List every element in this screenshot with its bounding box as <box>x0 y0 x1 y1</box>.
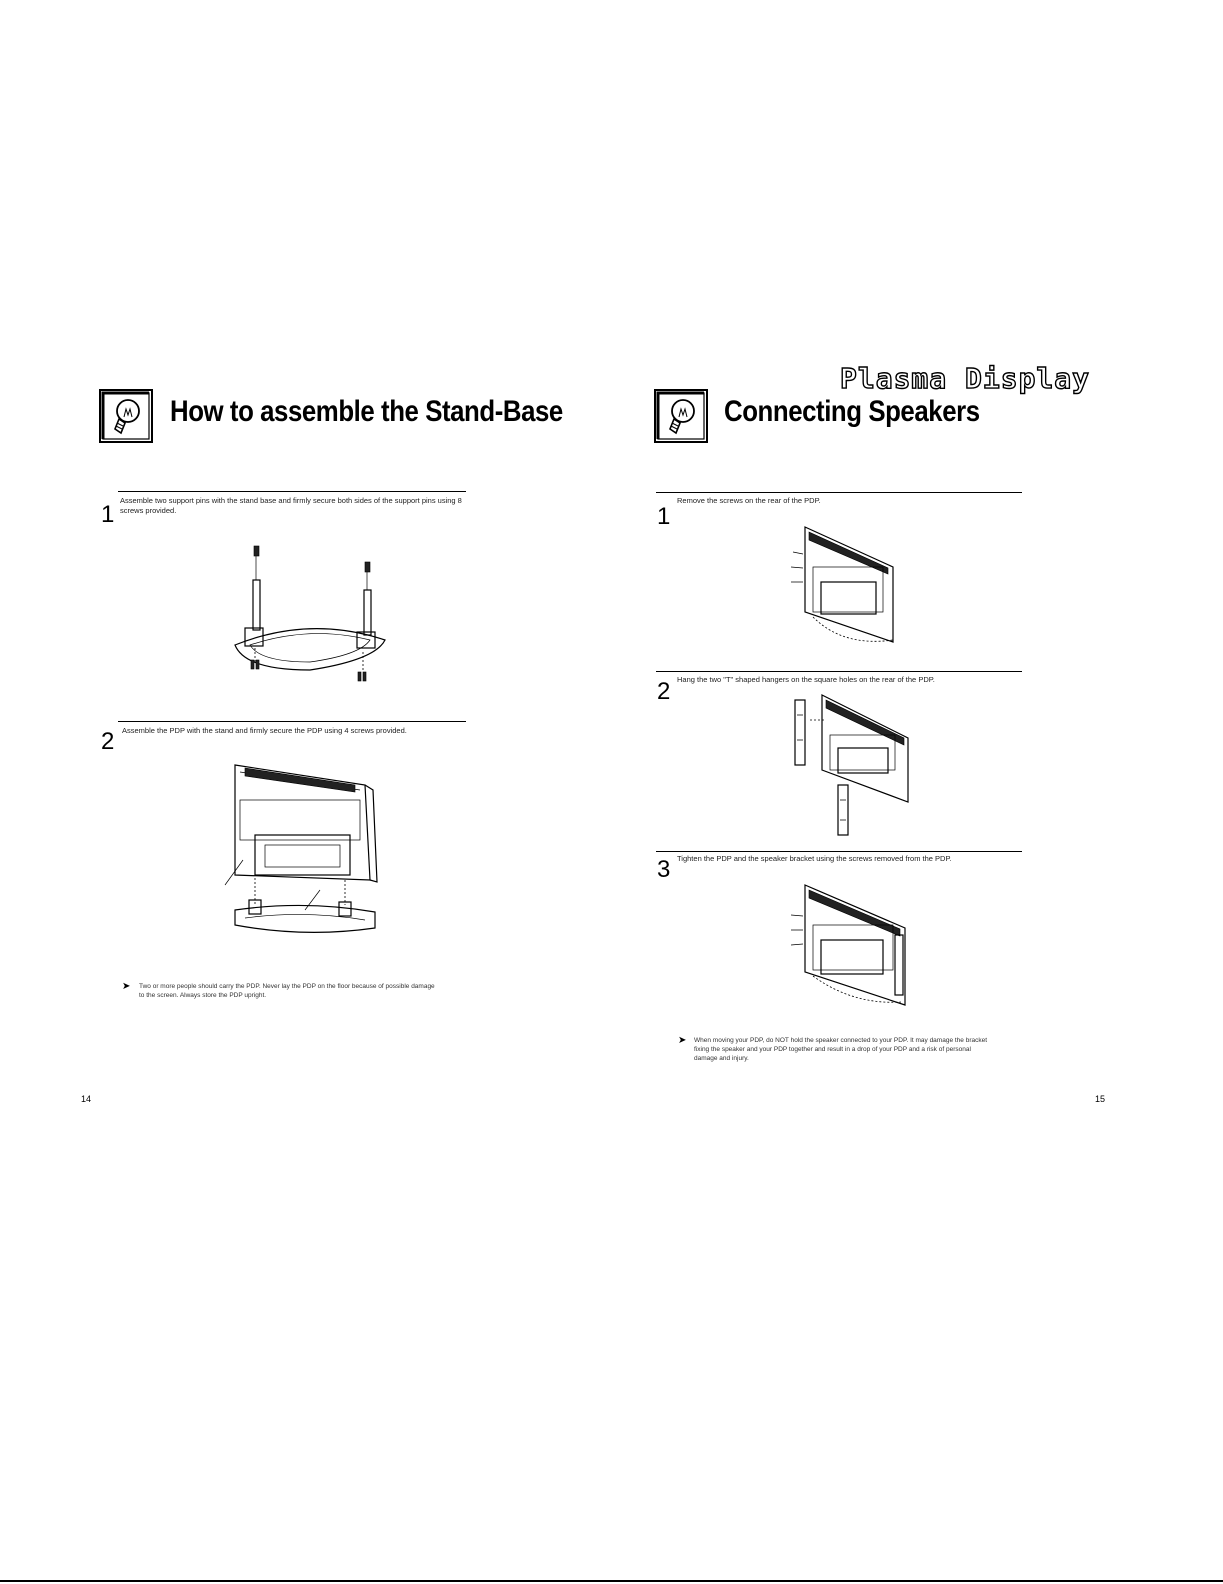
page-title-right: Connecting Speakers <box>724 395 980 428</box>
page-number: 14 <box>81 1094 92 1104</box>
tighten-bracket-illustration <box>783 880 913 1010</box>
step-number: 2 <box>657 678 671 705</box>
hang-hangers-illustration <box>790 690 915 840</box>
step-rule <box>656 851 1022 852</box>
stand-base-pins-illustration <box>225 540 395 690</box>
brand-title: Plasma Display <box>840 362 1091 395</box>
hint-icon-right <box>654 389 708 448</box>
note-text: When moving your PDP, do NOT hold the speaker connected to your PDP. It may damage the bracket fixing the speaker and your PDP together and result in a drop of your PDP and a risk of personal damage and injury. <box>694 1037 988 1062</box>
hint-icon-left <box>99 389 153 448</box>
note-arrow-icon: ➤ <box>122 981 131 992</box>
step-text: Assemble the PDP with the stand and firmly secure the PDP using 4 screws provided. <box>122 726 407 735</box>
step-number: 3 <box>657 856 671 883</box>
note-arrow-icon: ➤ <box>678 1035 687 1046</box>
pdp-on-stand-illustration <box>215 760 390 960</box>
step-text: Tighten the PDP and the speaker bracket using the screws removed from the PDP. <box>677 854 952 863</box>
step-text: Remove the screws on the rear of the PDP. <box>677 496 821 505</box>
note-text: Two or more people should carry the PDP. Never lay the PDP on the floor because of possible damage to the screen. Always store the PDP upright. <box>139 983 435 999</box>
step-rule <box>656 492 1022 493</box>
lightbulb-icon <box>99 389 153 443</box>
step-number: 1 <box>101 501 115 528</box>
step-number: 2 <box>101 728 115 755</box>
lightbulb-icon <box>654 389 708 443</box>
step-rule <box>656 671 1022 672</box>
page-number: 15 <box>1095 1094 1106 1104</box>
step-text: Assemble two support pins with the stand base and firmly secure both sides of the support pins using 8 screws provided. <box>120 496 462 515</box>
step-rule <box>118 721 466 722</box>
step-rule <box>118 491 466 492</box>
page-title-left: How to assemble the Stand-Base <box>170 395 563 428</box>
remove-screws-illustration <box>783 522 903 652</box>
step-number: 1 <box>657 503 671 530</box>
step-text: Hang the two "T" shaped hangers on the square holes on the rear of the PDP. <box>677 675 935 684</box>
page-bottom-rule <box>0 1580 1223 1582</box>
